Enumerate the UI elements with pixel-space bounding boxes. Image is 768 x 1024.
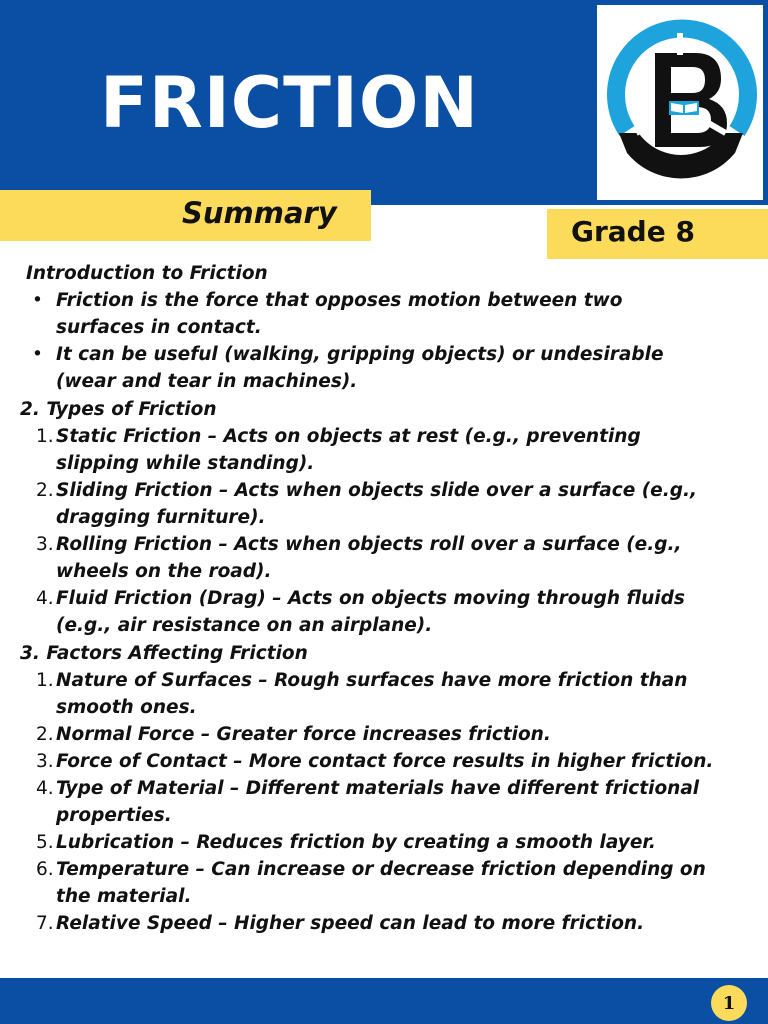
summary-label: Summary	[182, 196, 337, 230]
section-heading: 3. Factors Affecting Friction	[20, 643, 308, 664]
numbered-list	[0, 667, 768, 937]
logo	[596, 4, 764, 201]
list-item: 3. Rolling Friction – Acts when objects roll over a surface (e.g., wheels on the road).	[36, 534, 682, 582]
list-item: 3. Force of Contact – More contact force results in higher friction.	[36, 751, 714, 772]
grade-tag	[547, 209, 768, 259]
list-item: 4. Type of Material – Different materials have different frictional properties.	[36, 778, 700, 826]
list-item: 1. Static Friction – Acts on objects at rest (e.g., preventing slipping while standing).	[36, 426, 641, 474]
list-item: 4. Fluid Friction (Drag) – Acts on objects moving through fluids (e.g., air resistance on an airplane).	[36, 588, 685, 636]
grade-label: Grade 8	[571, 215, 695, 248]
section-heading: Introduction to Friction	[26, 263, 268, 284]
b-book-logo-icon	[597, 5, 765, 202]
page-number-badge: 1	[711, 985, 747, 1021]
list-item: 7. Relative Speed – Higher speed can lead to more friction.	[36, 913, 645, 934]
footer-bar	[0, 978, 768, 1024]
list-item: • It can be useful (walking, gripping objects) or undesirable (wear and tear in machines).	[32, 344, 664, 392]
list-item: 5. Lubrication – Reduces friction by creating a smooth layer.	[36, 832, 656, 853]
list-item: 1. Nature of Surfaces – Rough surfaces have more friction than smooth ones.	[36, 670, 688, 718]
list-item: 6. Temperature – Can increase or decrease friction depending on the material.	[36, 859, 706, 907]
numbered-list	[0, 423, 768, 639]
list-item: • Friction is the force that opposes motion between two surfaces in contact.	[32, 290, 623, 338]
page-title: FRICTION	[100, 62, 480, 144]
bullet-list	[0, 287, 768, 395]
section-heading: 2. Types of Friction	[20, 399, 217, 420]
list-item: 2. Normal Force – Greater force increases friction.	[36, 724, 551, 745]
list-item: 2. Sliding Friction – Acts when objects slide over a surface (e.g., dragging furniture).	[36, 480, 698, 528]
summary-tag	[0, 190, 371, 241]
